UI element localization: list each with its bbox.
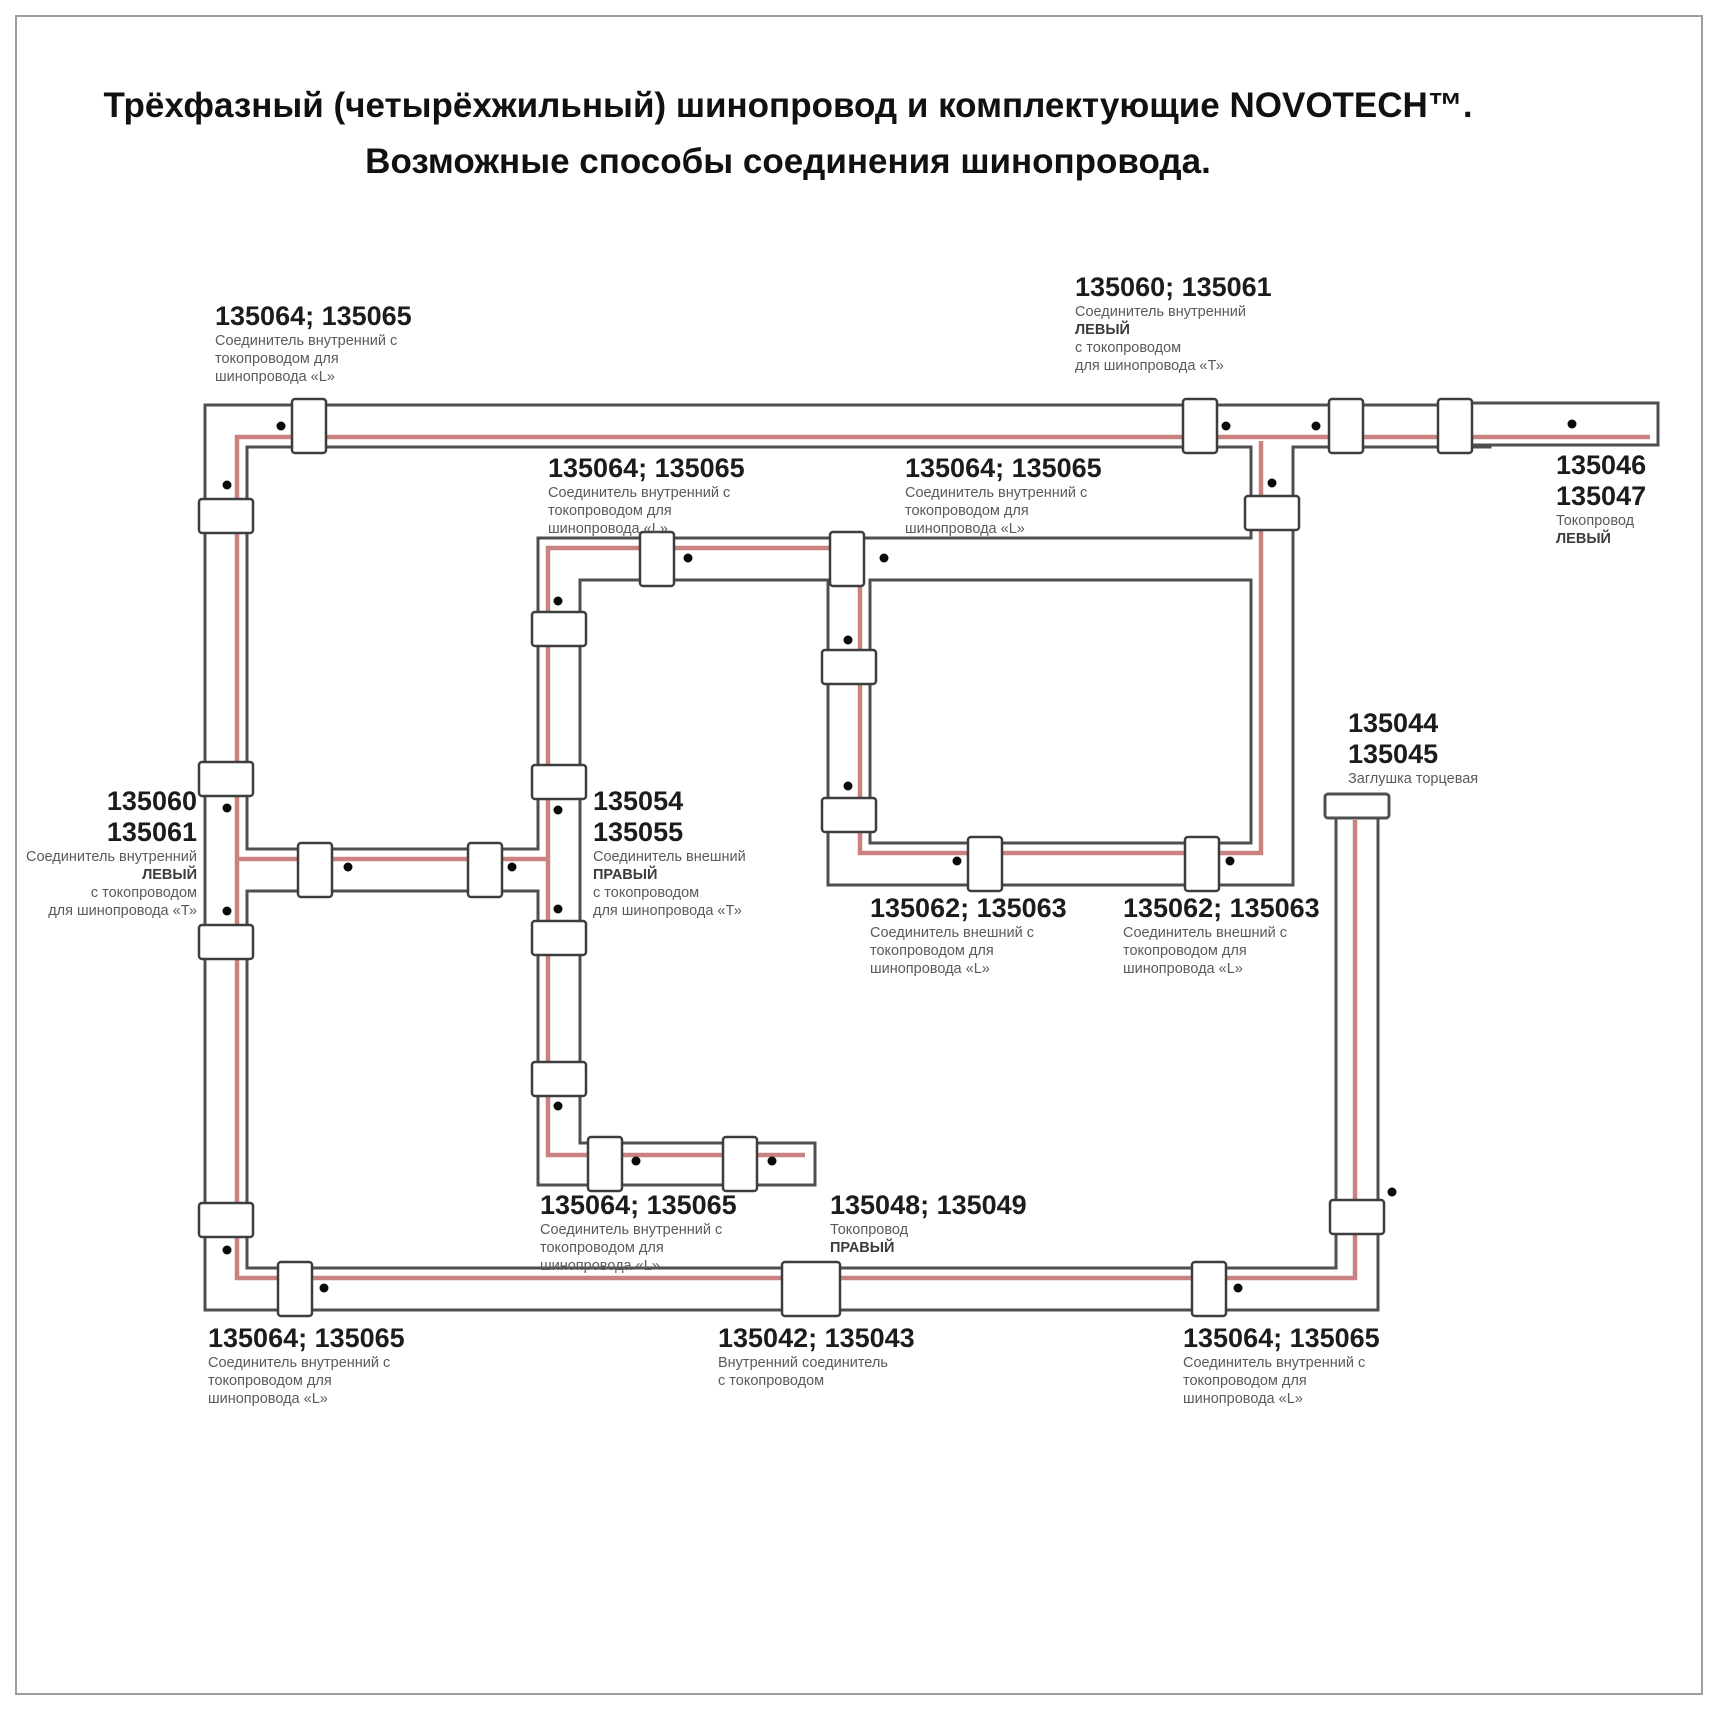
part-description-line: шинопровода «L»: [1183, 1391, 1303, 1407]
part-description-line: шинопровода «L»: [905, 521, 1025, 537]
part-description-line: Соединитель внутренний с: [905, 485, 1088, 501]
part-description-line: ЛЕВЫЙ: [1075, 322, 1130, 338]
part-description-line: Соединитель внутренний: [26, 849, 197, 865]
part-number: 135061: [106, 817, 197, 847]
part-description-line: Заглушка торцевая: [1348, 771, 1479, 787]
part-number: 135064; 135065: [548, 453, 745, 483]
page-subtitle: Возможные способы соединения шинопровода.: [365, 142, 1211, 181]
part-label-connector-loop-bottom-1: [870, 893, 1067, 978]
part-label-t-connector-top-right: [1075, 272, 1272, 375]
part-description-line: токопроводом для: [1183, 1373, 1307, 1389]
part-description-line: Соединитель внутренний с: [208, 1355, 391, 1371]
part-description-line: для шинопровода «Т»: [593, 903, 742, 919]
part-description-line: Соединитель внешний с: [1123, 925, 1287, 941]
part-label-connector-bottom-left: [208, 1323, 405, 1408]
part-description-line: токопроводом для: [540, 1240, 664, 1256]
part-number: 135064; 135065: [540, 1190, 737, 1220]
part-description-line: Соединитель внутренний с: [548, 485, 731, 501]
part-description-line: шинопровода «L»: [548, 521, 668, 537]
part-description-line: Внутренний соединитель: [718, 1355, 888, 1371]
part-number: 135064; 135065: [215, 301, 412, 331]
part-number: 135064; 135065: [1183, 1323, 1380, 1353]
part-number: 135064; 135065: [905, 453, 1102, 483]
part-number: 135060: [106, 786, 197, 816]
part-description-line: с токопроводом: [593, 885, 700, 901]
part-label-connector-inner-top-1: [548, 453, 745, 538]
part-description-line: Токопровод: [1556, 513, 1635, 529]
part-description-line: шинопровода «L»: [870, 961, 990, 977]
part-description-line: токопроводом для: [905, 503, 1029, 519]
part-description-line: для шинопровода «Т»: [48, 903, 197, 919]
part-description-line: Соединитель внутренний с: [1183, 1355, 1366, 1371]
part-description-line: с токопроводом: [718, 1373, 825, 1389]
part-label-feed-track-left: [1556, 450, 1646, 548]
part-description-line: Соединитель внутренний с: [540, 1222, 723, 1238]
part-description-line: Соединитель внешний с: [870, 925, 1034, 941]
part-label-feed-track-right: [830, 1190, 1027, 1257]
part-number: 135064; 135065: [208, 1323, 405, 1353]
part-label-connector-inner-bottom: [540, 1190, 737, 1275]
part-description-line: Соединитель внутренний: [1075, 304, 1246, 320]
part-number: 135044: [1348, 708, 1439, 738]
part-label-t-connector-middle: [593, 786, 746, 920]
part-description-line: токопроводом для: [215, 351, 339, 367]
part-description-line: Токопровод: [830, 1222, 909, 1238]
part-number: 135047: [1556, 481, 1647, 511]
part-description-line: ПРАВЫЙ: [830, 1240, 895, 1256]
part-description-line: токопроводом для: [208, 1373, 332, 1389]
part-label-connector-loop-bottom-2: [1123, 893, 1320, 978]
part-number: 135048; 135049: [830, 1190, 1027, 1220]
part-description-line: ЛЕВЫЙ: [1556, 531, 1611, 547]
part-description-line: ПРАВЫЙ: [593, 867, 658, 883]
part-label-connector-inner-top-2: [905, 453, 1102, 538]
part-number: 135046: [1556, 450, 1647, 480]
part-label-t-connector-left: [26, 786, 197, 920]
part-description-line: Соединитель внутренний с: [215, 333, 398, 349]
part-number: 135042; 135043: [718, 1323, 915, 1353]
part-number: 135062; 135063: [1123, 893, 1320, 923]
part-description-line: шинопровода «L»: [540, 1258, 660, 1274]
part-description-line: токопроводом для: [1123, 943, 1247, 959]
page-title: Трёхфазный (четырёхжильный) шинопровод и комплектующие NOVOTECH™.: [103, 86, 1473, 125]
part-label-connector-bottom-right: [1183, 1323, 1380, 1408]
part-description-line: с токопроводом: [1075, 340, 1182, 356]
part-label-connector-bottom-middle: [718, 1323, 915, 1390]
part-number: 135045: [1348, 739, 1439, 769]
part-description-line: с токопроводом: [90, 885, 197, 901]
part-label-end-cap: [1348, 708, 1478, 788]
part-description-line: токопроводом для: [548, 503, 672, 519]
part-number: 135054: [593, 786, 684, 816]
part-number: 135062; 135063: [870, 893, 1067, 923]
part-description-line: ЛЕВЫЙ: [142, 867, 197, 883]
part-description-line: Соединитель внешний: [593, 849, 746, 865]
part-label-connector-top-left: [215, 301, 412, 386]
part-description-line: токопроводом для: [870, 943, 994, 959]
part-description-line: шинопровода «L»: [1123, 961, 1243, 977]
part-description-line: шинопровода «L»: [215, 369, 335, 385]
part-description-line: для шинопровода «Т»: [1075, 358, 1224, 374]
part-description-line: шинопровода «L»: [208, 1391, 328, 1407]
part-number: 135055: [593, 817, 684, 847]
part-number: 135060; 135061: [1075, 272, 1272, 302]
